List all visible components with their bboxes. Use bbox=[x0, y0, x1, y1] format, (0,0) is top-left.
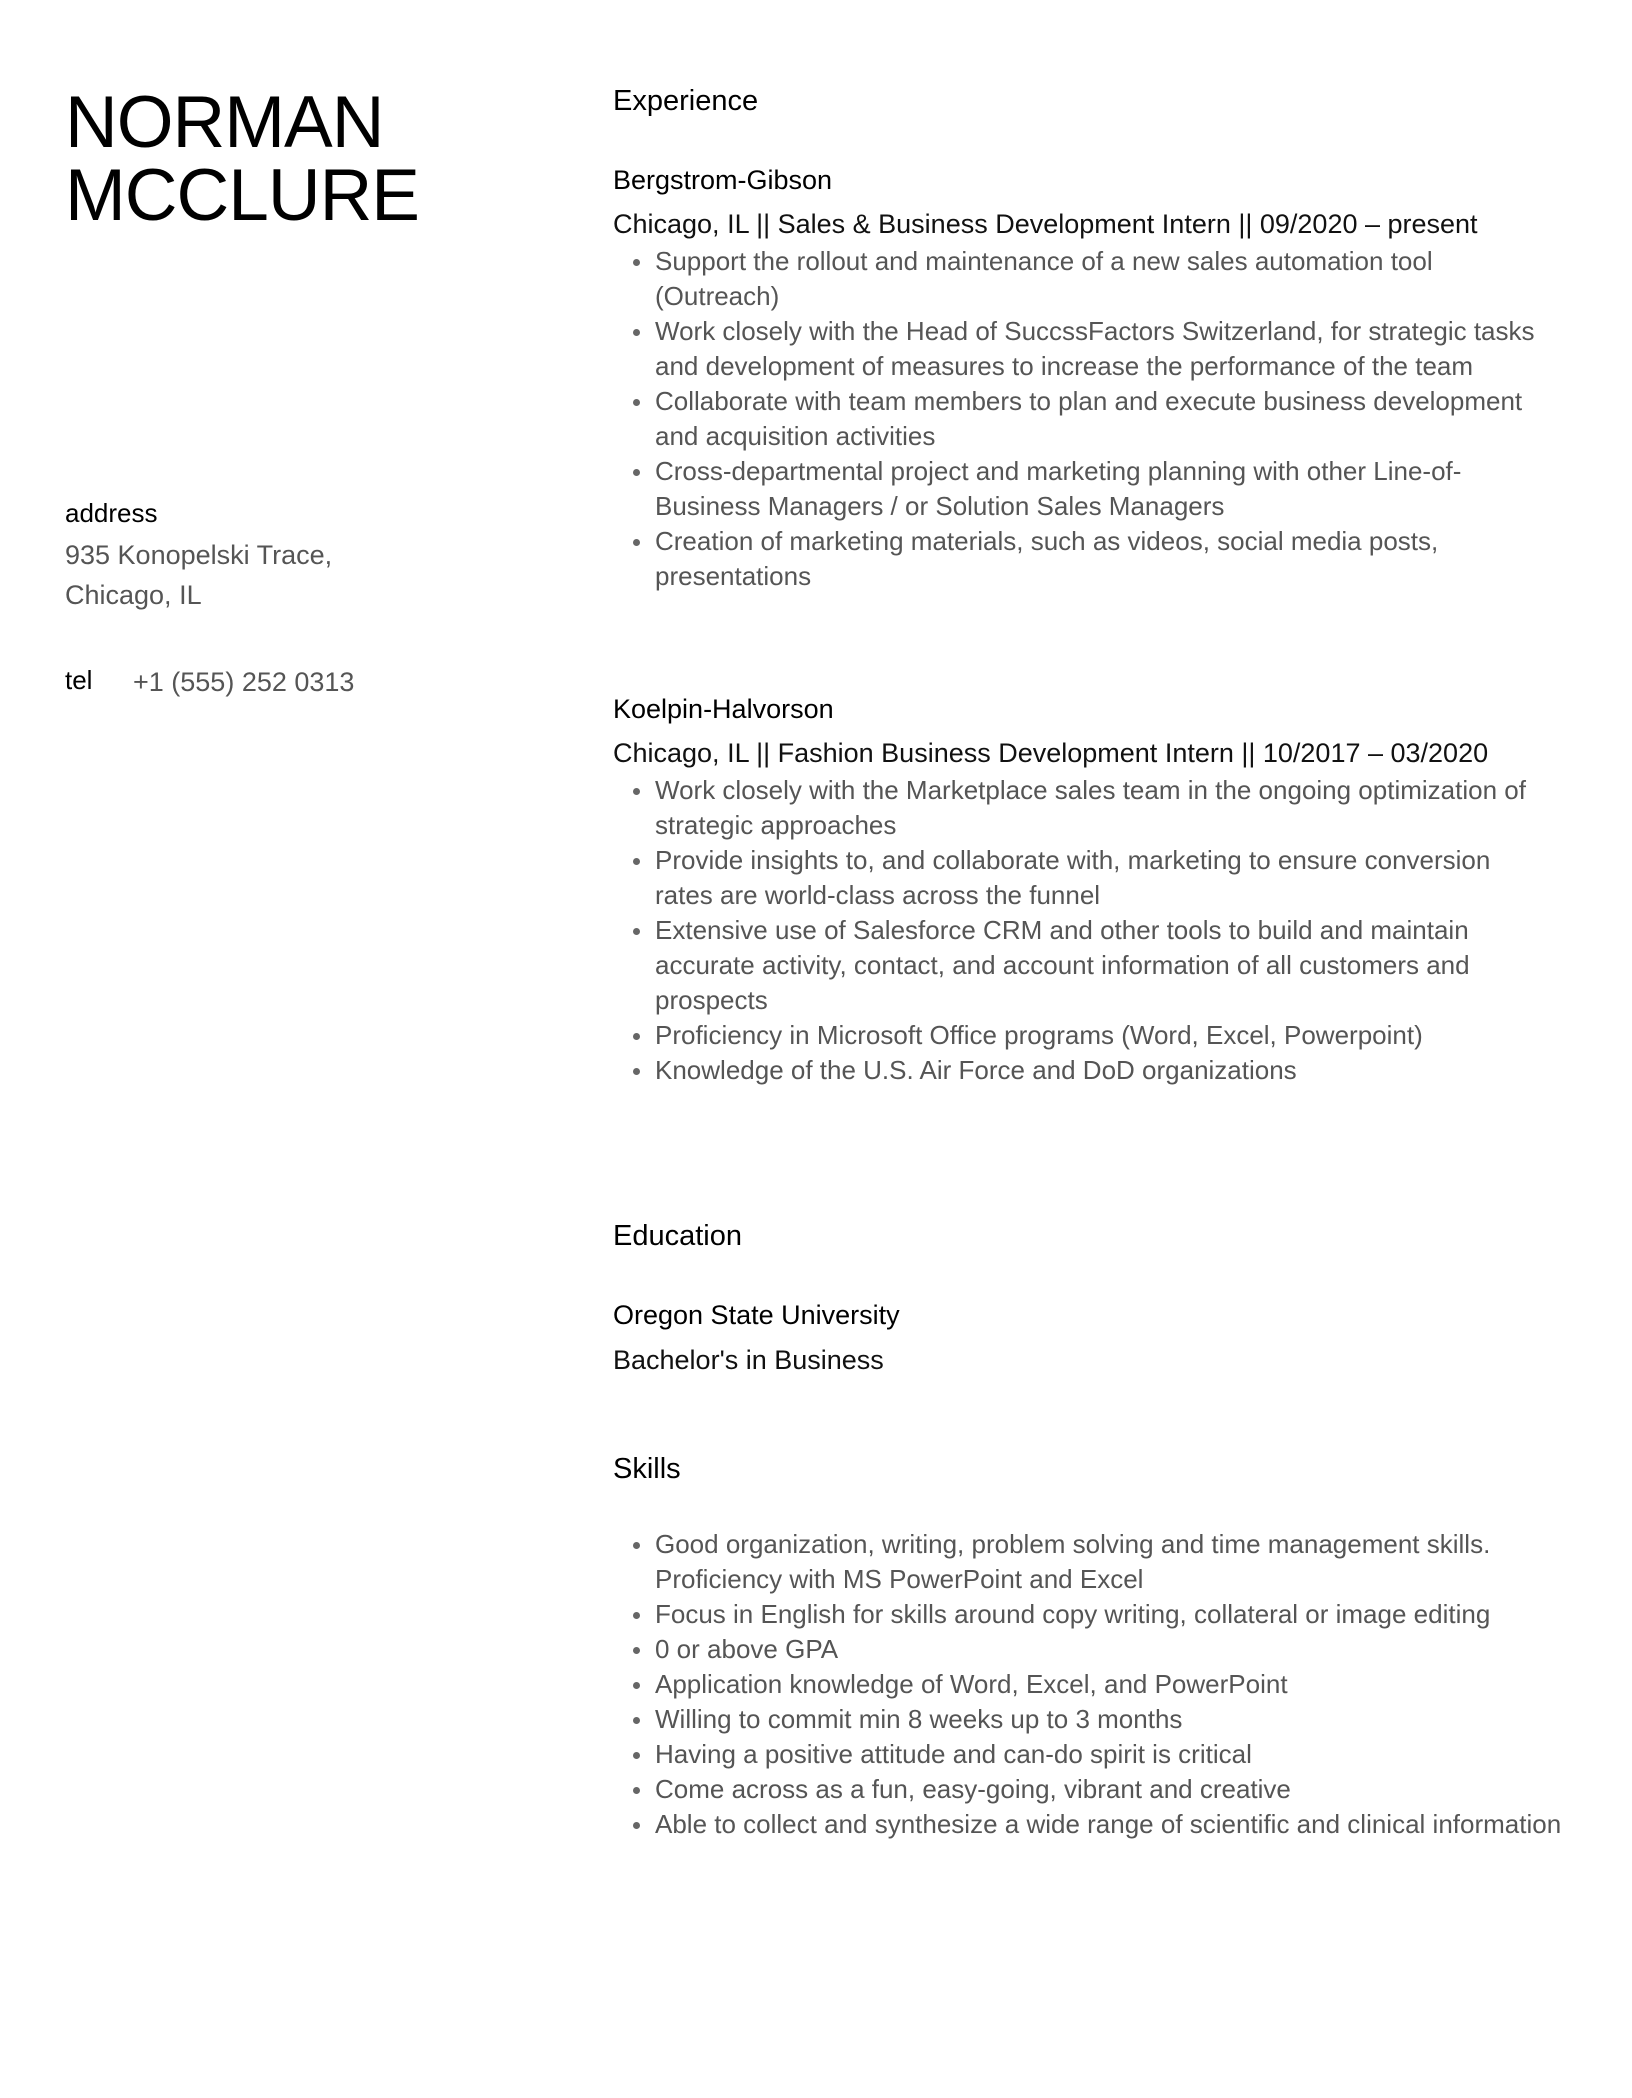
list-item: Proficiency in Microsoft Office programs (Word, Excel, Powerpoint) bbox=[655, 1018, 1555, 1053]
list-item: Extensive use of Salesforce CRM and other tools to build and maintain accurate activity, contact, and account information of all customers and prospects bbox=[655, 913, 1555, 1018]
list-item: Creation of marketing materials, such as videos, social media posts, presentations bbox=[655, 524, 1563, 594]
list-item: Support the rollout and maintenance of a new sales automation tool (Outreach) bbox=[655, 244, 1563, 314]
list-item: Able to collect and synthesize a wide range of scientific and clinical information bbox=[655, 1807, 1563, 1842]
skills-heading: Skills bbox=[613, 1453, 681, 1485]
job-entry bbox=[613, 162, 1563, 594]
education-heading: Education bbox=[613, 1220, 742, 1252]
tel-label: tel bbox=[65, 665, 93, 695]
experience-heading: Experience bbox=[613, 85, 759, 117]
school-name: Oregon State University bbox=[613, 1300, 900, 1330]
company-name: Koelpin-Halvorson bbox=[613, 694, 834, 724]
degree: Bachelor's in Business bbox=[613, 1345, 884, 1375]
last-name: MCCLURE bbox=[65, 155, 419, 236]
list-item: Having a positive attitude and can-do spirit is critical bbox=[655, 1737, 1563, 1772]
job-bullets bbox=[613, 244, 1563, 594]
address-line-1: 935 Konopelski Trace, bbox=[65, 540, 333, 570]
list-item: 0 or above GPA bbox=[655, 1632, 1563, 1667]
tel-value: +1 (555) 252 0313 bbox=[133, 667, 355, 697]
role-line: Chicago, IL || Fashion Business Development Intern || 10/2017 – 03/2020 bbox=[613, 738, 1489, 768]
list-item: Provide insights to, and collaborate with, marketing to ensure conversion rates are world-class across the funnel bbox=[655, 843, 1555, 913]
list-item: Work closely with the Marketplace sales team in the ongoing optimization of strategic approaches bbox=[655, 773, 1555, 843]
job-bullets bbox=[613, 773, 1555, 1088]
first-name: NORMAN bbox=[65, 82, 384, 163]
skills-list bbox=[613, 1527, 1563, 1842]
address-line-2: Chicago, IL bbox=[65, 580, 202, 610]
company-name: Bergstrom-Gibson bbox=[613, 165, 833, 195]
candidate-name bbox=[65, 82, 419, 236]
list-item: Collaborate with team members to plan and execute business development and acquisition activities bbox=[655, 384, 1563, 454]
list-item: Good organization, writing, problem solving and time management skills. Proficiency with MS PowerPoint and Excel bbox=[655, 1527, 1563, 1597]
address-label: address bbox=[65, 498, 158, 528]
list-item: Willing to commit min 8 weeks up to 3 months bbox=[655, 1702, 1563, 1737]
list-item: Cross-departmental project and marketing planning with other Line-of-Business Managers / or Solution Sales Managers bbox=[655, 454, 1563, 524]
job-entry bbox=[613, 691, 1526, 1088]
list-item: Application knowledge of Word, Excel, and PowerPoint bbox=[655, 1667, 1563, 1702]
list-item: Knowledge of the U.S. Air Force and DoD organizations bbox=[655, 1053, 1555, 1088]
list-item: Focus in English for skills around copy writing, collateral or image editing bbox=[655, 1597, 1563, 1632]
role-line: Chicago, IL || Sales & Business Development Intern || 09/2020 – present bbox=[613, 209, 1478, 239]
list-item: Work closely with the Head of SuccssFactors Switzerland, for strategic tasks and development of measures to increase the performance of the team bbox=[655, 314, 1563, 384]
list-item: Come across as a fun, easy-going, vibrant and creative bbox=[655, 1772, 1563, 1807]
